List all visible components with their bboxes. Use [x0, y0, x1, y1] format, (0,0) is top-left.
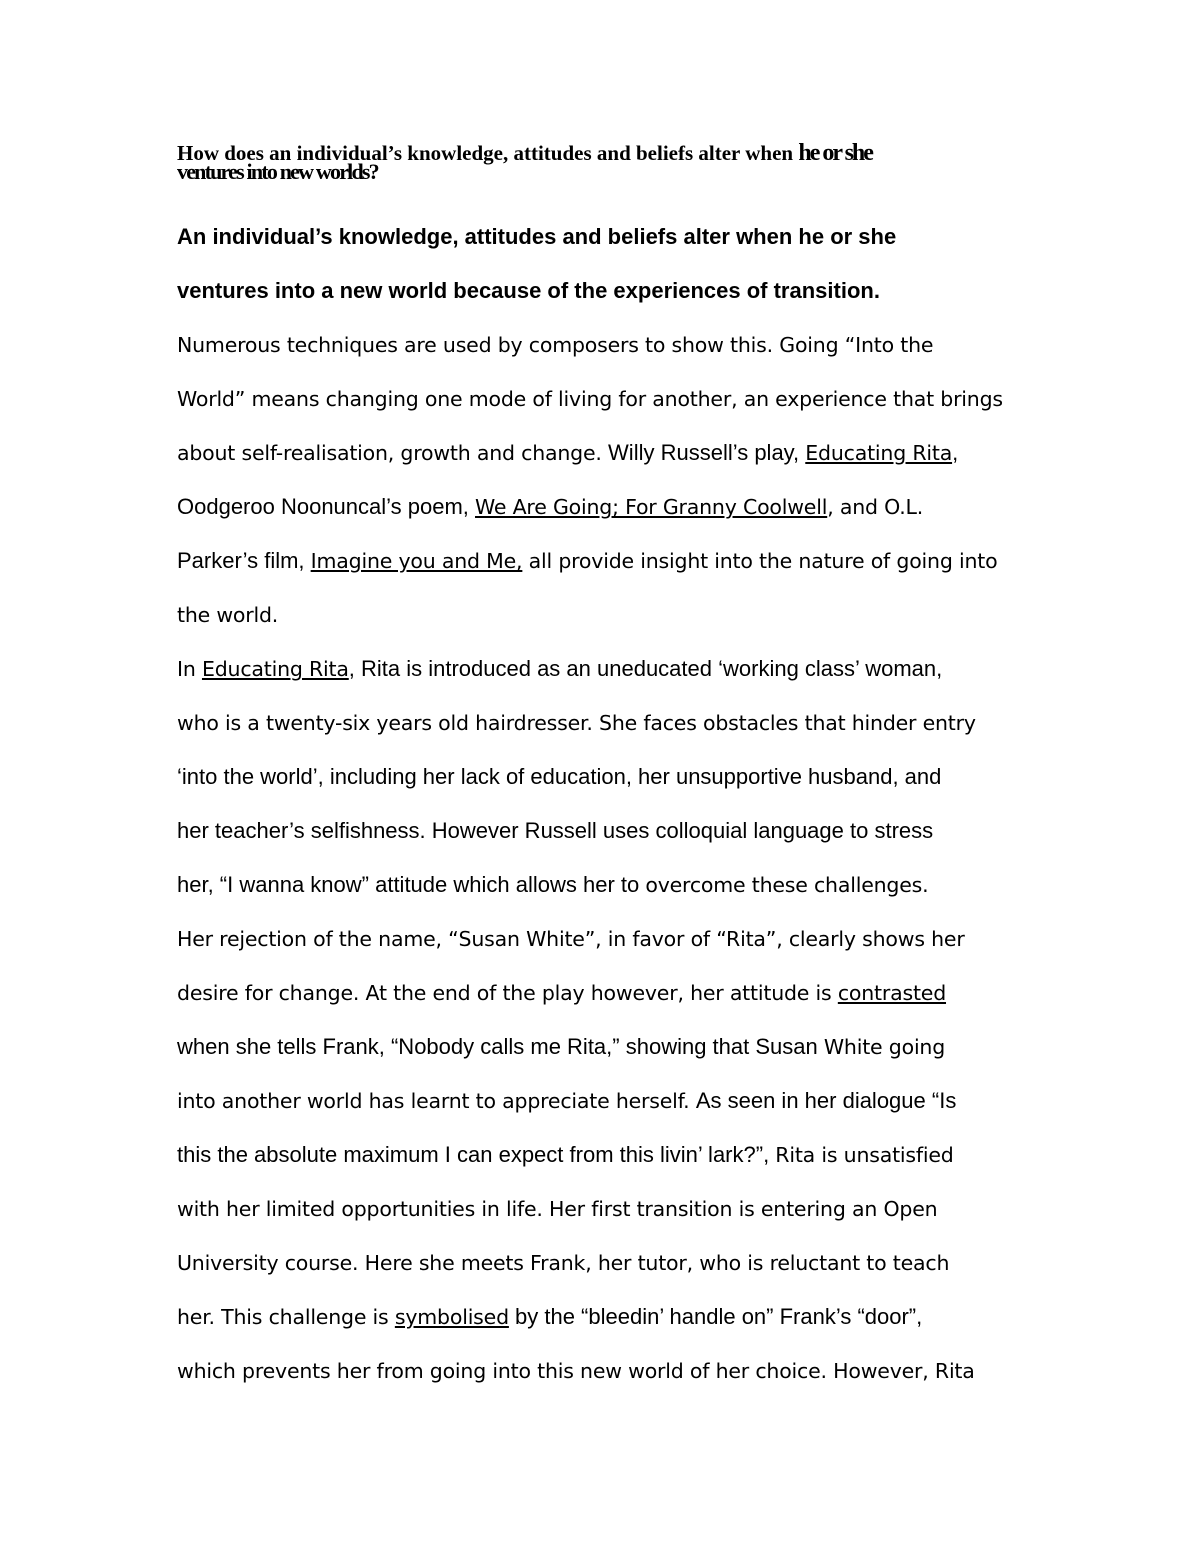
- paragraph-2-line-5: [177, 870, 928, 900]
- p2-l9-part-b: As seen in her dialogue “Is: [695, 1088, 957, 1113]
- paragraph-2-line-4: her teacher’s selfishness. However Russell uses colloquial language to stress: [177, 818, 934, 843]
- thesis-line-1: An individual’s knowledge, attitudes and beliefs alter when he or she: [177, 224, 897, 249]
- p2-l13-part-a: her. This challenge is: [177, 1305, 395, 1329]
- question-part-1: How does an individual’s knowledge, attitudes and beliefs alter when: [177, 141, 799, 165]
- paragraph-1-line-3: [177, 438, 958, 468]
- title-educating-rita: Educating Rita: [805, 441, 953, 465]
- p2-l5-part-b: overcome these challenges.: [645, 873, 929, 897]
- paragraph-2-line-6: Her rejection of the name, “Susan White”, in favor of “Rita”, clearly shows her: [177, 927, 965, 951]
- paragraph-2-line-2: who is a twenty-six years old hairdresser. She faces obstacles that hinder entry: [177, 711, 976, 735]
- paragraph-2-line-3: ‘into the world’, including her lack of education, her unsupportive husband, and: [177, 764, 942, 789]
- paragraph-1-line-1: Numerous techniques are used by composers to show this. Going “Into the: [177, 333, 934, 357]
- paragraph-2-line-13: [177, 1302, 922, 1332]
- paragraph-1-line-4: [177, 492, 923, 522]
- p1-l5-part-c: all provide insight into the nature of going into: [522, 549, 998, 573]
- p2-l5-part-a: her, “I wanna know” attitude which allows her to: [177, 872, 646, 897]
- p1-l3-part-b: Willy Russell’s play,: [608, 440, 806, 465]
- thesis-line-2: ventures into a new world because of the experiences of transition.: [177, 278, 880, 303]
- p2-l9-part-a: into another world has learnt to appreciate herself.: [177, 1089, 696, 1113]
- paragraph-2-line-7: [177, 978, 946, 1008]
- paragraph-2-line-11: with her limited opportunities in life. Her first transition is entering an Open: [177, 1197, 938, 1221]
- p2-l8-part-a: when she tells Frank, “Nobody calls me Rita,” showing that Susan: [177, 1034, 824, 1059]
- paragraph-2-line-12: University course. Here she meets Frank, her tutor, who is reluctant to teach: [177, 1251, 950, 1275]
- underlined-symbolised: symbolised: [394, 1305, 509, 1329]
- p2-l8-part-b: White going: [823, 1035, 946, 1059]
- p1-l5-part-a: Parker’s film,: [177, 548, 311, 573]
- paragraph-2-line-1: [177, 654, 942, 684]
- p2-l13-part-c: by the “bleedin’ handle on” Frank’s “door”,: [508, 1304, 923, 1329]
- p1-l4-part-a: Oodgeroo Noonuncal’s poem,: [177, 494, 476, 519]
- paragraph-2-line-8: [177, 1032, 945, 1062]
- p2-l10-part-a: this the absolute maximum I can expect from this livin’ lark?”,: [177, 1142, 776, 1167]
- title-imagine-you-and-me: Imagine you and Me,: [310, 549, 523, 573]
- question-part-2: he or she: [798, 140, 872, 166]
- p1-l3-part-a: about self-realisation, growth and change.: [177, 441, 609, 465]
- paragraph-1-line-2: World” means changing one mode of living for another, an experience that brings: [177, 387, 1003, 411]
- p2-l7-part-a: desire for change. At the end of the play however, her attitude is: [177, 981, 838, 1005]
- essay-question: [177, 140, 1037, 183]
- paragraph-1-line-5: [177, 546, 997, 576]
- p2-l1-part-a: In: [177, 657, 202, 681]
- p2-l10-part-b: Rita is unsatisfied: [775, 1143, 954, 1167]
- paragraph-2-line-14: which prevents her from going into this new world of her choice. However, Rita: [177, 1359, 975, 1383]
- paragraph-2-line-9: [177, 1086, 956, 1116]
- paragraph-2-line-10: [177, 1140, 954, 1170]
- title-educating-rita-2: Educating Rita: [201, 657, 349, 681]
- p1-l3-part-d: ,: [952, 440, 959, 465]
- question-part-3: ventures into new worlds?: [177, 159, 378, 184]
- underlined-contrasted: contrasted: [837, 981, 947, 1005]
- title-we-are-going: We Are Going; For Granny Coolwell: [475, 495, 828, 519]
- paragraph-1-line-6: the world.: [177, 603, 279, 627]
- p1-l4-part-c: , and O.L.: [827, 495, 924, 519]
- p2-l1-part-c: , Rita is introduced as an uneducated ‘working class’ woman,: [348, 656, 943, 681]
